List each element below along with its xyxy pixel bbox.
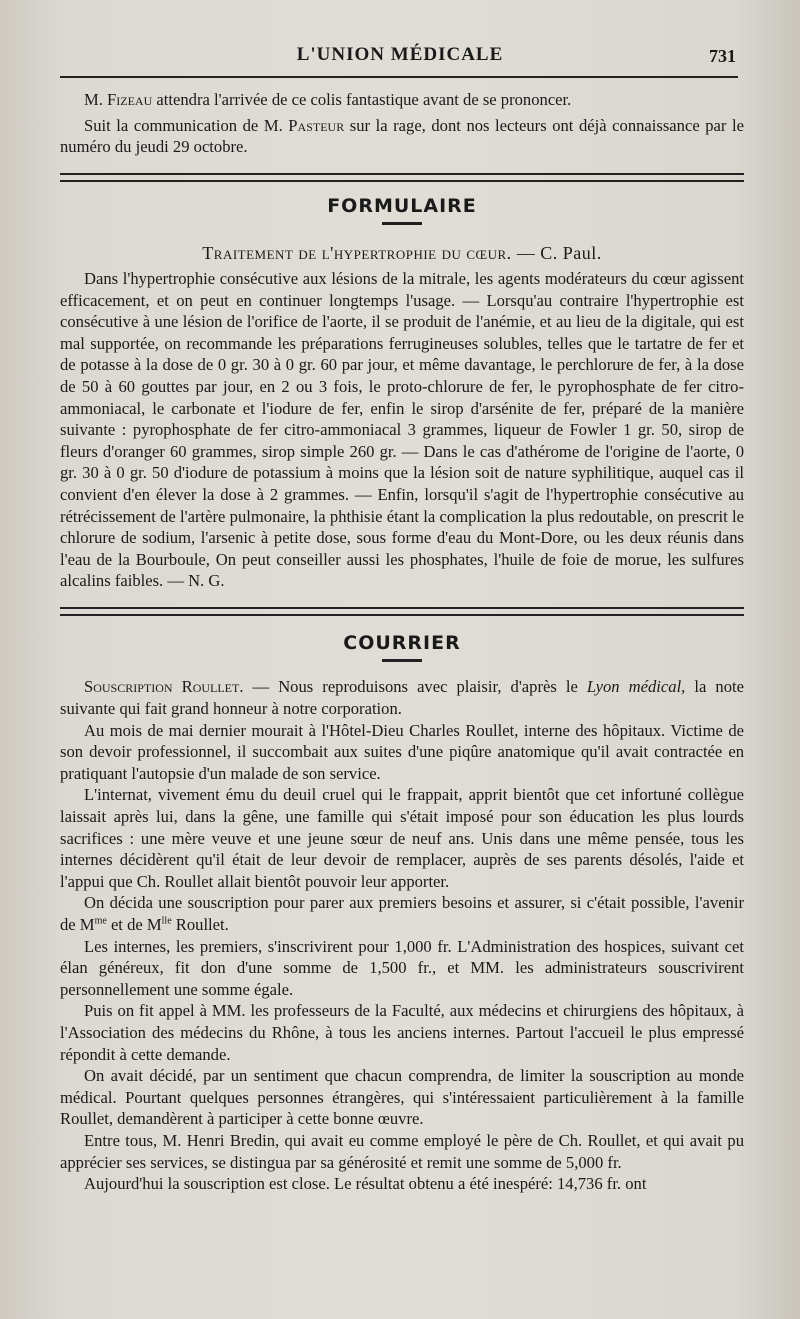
courrier-paragraph-3 [60, 892, 744, 935]
lead-italic: Lyon médical, [586, 677, 686, 697]
page-content [60, 89, 744, 1195]
courrier-paragraph-6: On avait décidé, par un sentiment que chacun comprendra, de limiter la souscription au monde médical. Pourtant quelques personnes étrangères, qui s'intéressaient particulièrement à la famille Roullet, demandèrent à participer à cette bonne œuvre. [60, 1066, 744, 1129]
subtitle-author: — C. Paul. [511, 243, 602, 264]
journal-title: L'UNION MÉDICALE [296, 44, 504, 65]
name-pasteur: Pasteur [288, 115, 345, 135]
intro-paragraph-2 [60, 115, 744, 158]
courrier-paragraph-5: Puis on fit appel à MM. les professeurs de la Faculté, aux médecins et chirurgiens des hôpitaux, à l'Association des médecins du Rhône, à tous les anciens internes. Partout l'accueil le plus empressé répondit à cette demande. [60, 1001, 744, 1064]
page-number: 731 [709, 46, 736, 66]
courrier-lead [60, 676, 744, 719]
section-title-courrier: COURRIER [343, 631, 461, 654]
section-divider-formulaire [60, 173, 744, 182]
lead-text-1: — Nous reproduisons avec plaisir, d'après le [243, 677, 587, 697]
p3-sup-me: me [94, 915, 107, 927]
intro-paragraph-1 [60, 89, 744, 111]
subtitle-text: Traitement de l'hypertrophie du cœur. [202, 243, 512, 264]
formulaire-body: Dans l'hypertrophie consécutive aux lésions de la mitrale, les agents modérateurs du cœur agissent efficacement, et on peut en continuer longtemps l'usage. — Lorsqu'au contraire l'hypertrophie est consécutive à une lésion de l'orifice de l'aorte, il se produit de l'anémie, et au lieu de la digitale, qui est mal supportée, on recommande les préparations ferrugineuses solubles, telles que le tartatre de fer et de potasse à la dose de 0 gr. 30 à 0 gr. 60 par jour, et même davantage, le perchlorure de fer, à la dose de 50 à 60 gouttes par jour, en 2 ou 3 fois, le proto-chlorure de fer, le pyrophosphate de fer citro-ammoniacal, le carbonate et l'iodure de fer, enfin le sirop d'arsénite de fer, préparé de la manière suivante : pyrophosphate de fer citro-ammoniacal 3 grammes, liqueur de Fowler 1 gr. 50, sirop de fleurs d'oranger 60 grammes, sirop simple 260 gr. — Dans le cas d'athérome de l'origine de l'aorte, 0 gr. 30 à 0 gr. 50 d'iodure de potassium à moins que la lésion soit de nature syphilitique, auquel cas il convient d'en élever la dose à 2 grammes. — Enfin, lorsqu'il s'agit de l'hypertrophie consécutive au rétrécissement de l'artère pulmonaire, la phthisie étant la complication la plus redoutable, on prescrit le chlorure de sodium, l'arsenic à petite dose, sous forme d'eau du Mont-Dore, ou les deux réunis dans l'eau de la Bourboule, On peut conseiller aussi les phosphates, l'huile de foie de morue, les sulfures alcalins faibles. — N. G. [60, 268, 744, 591]
formulaire-heading [60, 196, 744, 226]
p3-text-b: et de M [106, 915, 162, 934]
p3-sup-lle: lle [161, 915, 172, 927]
running-header [60, 44, 740, 74]
intro-text-1: attendra l'arrivée de ce colis fantastique avant de se prononcer. [152, 90, 572, 109]
title-underline [382, 222, 422, 225]
courrier-paragraph-7: Entre tous, M. Henri Bredin, qui avait eu comme employé le père de Ch. Roullet, et qui avait pu apprécier ses services, se distingua par sa générosité et remit une somme de 5,000 fr. [60, 1130, 744, 1172]
formulaire-subtitle [60, 243, 744, 265]
courrier-paragraph-4: Les internes, les premiers, s'inscrivirent pour 1,000 fr. L'Administration des hospices, suivant cet élan généreux, fit don d'une somme de 1,500 fr., et MM. les administrateurs souscrivirent personnellement une somme égale. [60, 936, 744, 999]
p3-text-c: Roullet. [171, 915, 229, 934]
section-title-formulaire: FORMULAIRE [327, 194, 477, 217]
intro-text-2b: sur la rage, dont nos lecteurs ont déjà connaissance par le numéro du jeudi 29 octobre. [60, 115, 744, 157]
lead-text-2: la note suivante qui fait grand honneur à notre corporation. [60, 677, 744, 719]
courrier-paragraph-1: Au mois de mai dernier mourait à l'Hôtel-Dieu Charles Roullet, interne des hôpitaux. Victime de son devoir professionnel, il succombait aux suites d'une piqûre anatomique qu'il avait contractée en pratiquant l'autopsie d'un malade de son service. [60, 720, 744, 783]
intro-text-2a: Suit la communication de M. [84, 115, 289, 135]
title-underline [382, 659, 422, 662]
lead-label: Souscription Roullet. [84, 677, 244, 697]
name-fizeau: M. Fizeau [84, 90, 153, 109]
p3-text-a: On décida une souscription pour parer aux premiers besoins et assurer, si c'était possible, l'avenir de M [60, 893, 744, 934]
courrier-paragraph-2: L'internat, vivement ému du deuil cruel qui le frappait, apprit bientôt que cet infortuné collègue laissait après lui, dans la gêne, une famille qui s'était imposé pour son éducation les plus lourds sacrifices : une mère veuve et une jeune sœur de neuf ans. Unis dans une même pensée, tous les internes décidèrent qu'il était de leur devoir de remplacer, auprès de ses parents désolés, l'aide et l'appui que Ch. Roullet allait bientôt pouvoir leur apporter. [60, 785, 744, 891]
header-rule [60, 76, 738, 78]
courrier-paragraph-8: Aujourd'hui la souscription est close. Le résultat obtenu a été inespéré: 14,736 fr. ont [84, 1174, 647, 1194]
courrier-heading [60, 633, 744, 663]
section-divider-courrier [60, 607, 744, 616]
